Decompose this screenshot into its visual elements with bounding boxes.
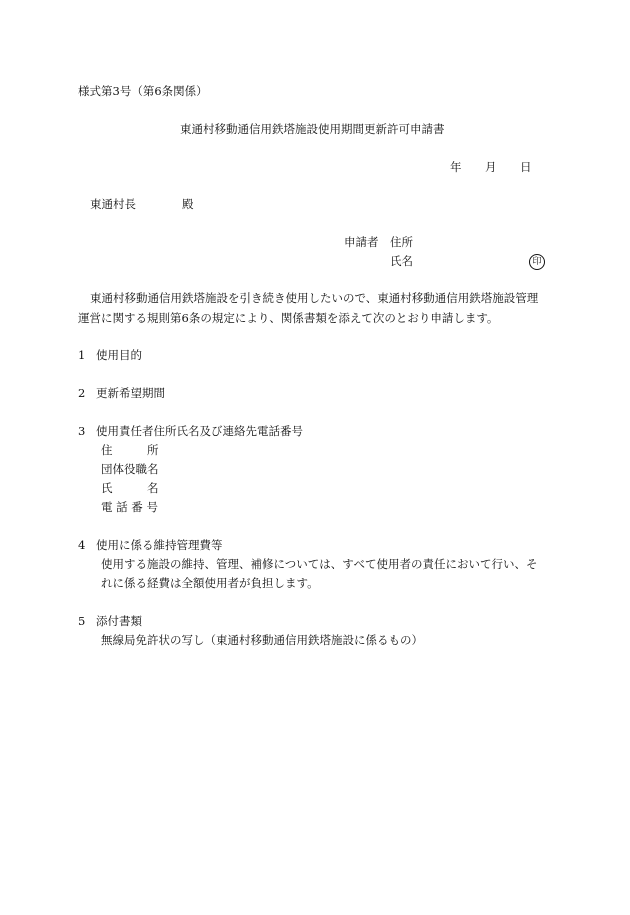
date-year: 年	[450, 160, 462, 174]
date-day: 日	[520, 160, 532, 174]
intro-line-1: 東通村移動通信用鉄塔施設を引き続き使用したいので、東通村移動通信用鉄塔施設管理	[90, 291, 539, 305]
addressee-name: 東通村長	[90, 197, 136, 211]
date-month: 月	[485, 160, 497, 174]
applicant-address-label: 住所	[390, 235, 413, 249]
seal-mark: 印	[529, 254, 545, 270]
section-5-item: 無線局免許状の写し（東通村移動通信用鉄塔施設に係るもの）	[101, 633, 423, 647]
addressee-honorific: 殿	[182, 197, 194, 211]
field-organization-title: 団体役職名	[101, 462, 159, 476]
section-4-number: 4	[78, 538, 86, 552]
field-name: 氏 名	[101, 481, 159, 495]
form-number: 様式第3号（第6条関係）	[78, 84, 208, 98]
section-4-title: 使用に係る維持管理費等	[96, 538, 223, 552]
section-4-line-1: 使用する施設の維持、管理、補修については、すべて使用者の責任において行い、そ	[101, 557, 538, 571]
section-3-title: 使用責任者住所氏名及び連絡先電話番号	[96, 424, 303, 438]
section-5-number: 5	[78, 614, 86, 628]
field-address: 住 所	[101, 443, 159, 457]
section-1-number: 1	[78, 348, 86, 362]
applicant-label: 申請者	[344, 235, 379, 249]
section-5-title: 添付書類	[96, 614, 142, 628]
field-phone: 電 話 番 号	[101, 500, 158, 514]
section-4-line-2: れに係る経費は全額使用者が負担します。	[101, 576, 319, 590]
section-3-number: 3	[78, 424, 86, 438]
section-1-title: 使用目的	[96, 348, 142, 362]
section-2-number: 2	[78, 386, 86, 400]
intro-line-2: 運営に関する規則第6条の規定により、関係書類を添えて次のとおり申請します。	[78, 311, 499, 325]
applicant-name-label: 氏名	[390, 254, 413, 268]
document-title: 東通村移動通信用鉄塔施設使用期間更新許可申請書	[180, 122, 445, 136]
section-2-title: 更新希望期間	[96, 386, 165, 400]
